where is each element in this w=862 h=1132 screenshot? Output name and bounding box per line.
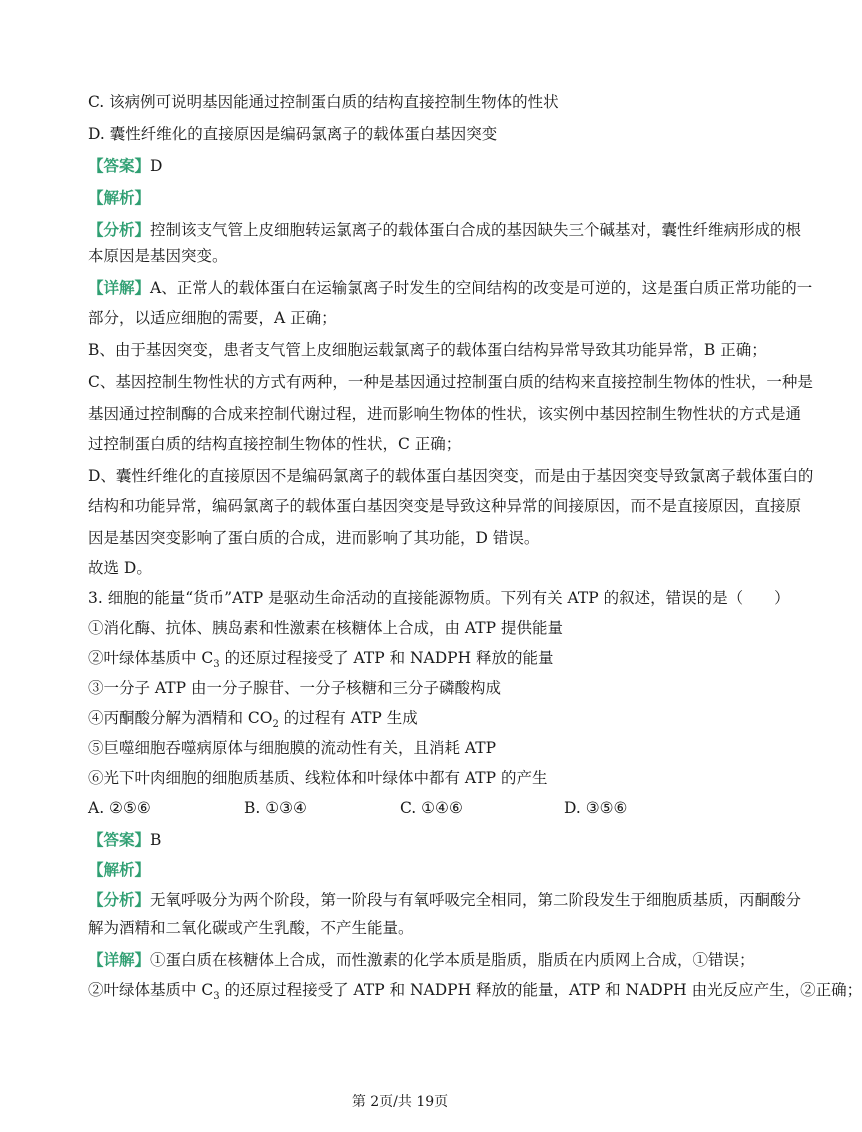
detail-c-line-1: C、基因控制生物性状的方式有两种，一种是基因通过控制蛋白质的结构来直接控制生物体的性状，一种是: [88, 373, 813, 391]
detail-b-line: B、由于基因突变，患者支气管上皮细胞运载氯离子的载体蛋白结构异常导致其功能异常，B 正确；: [88, 341, 767, 359]
detail-c-line-2: 基因通过控制酶的合成来控制代谢过程，进而影响生物体的性状，该实例中基因控制生物性状的方式是通: [88, 405, 802, 423]
statement-2-a: ②叶绿体基质中 C: [88, 649, 214, 667]
answer-tag: 【答案】: [88, 156, 151, 175]
xiangjie-row-2: [88, 950, 755, 970]
statement-2-subscript: 3: [213, 659, 220, 671]
xiangjie-tag-2: 【详解】: [88, 950, 151, 969]
fenxi-text: 控制该支气管上皮细胞转运氯离子的载体蛋白合成的基因缺失三个碱基对，囊性纤维病形成的根: [150, 221, 802, 239]
fenxi-text-2: 无氧呼吸分为两个阶段，第一阶段与有氧呼吸完全相同，第二阶段发生于细胞质基质，丙酮酸分: [150, 891, 802, 909]
detail-last-line: [88, 980, 862, 1007]
detail-last-a: ②叶绿体基质中 C: [88, 981, 214, 999]
xiangjie-text: A、正常人的载体蛋白在运输氯离子时发生的空间结构的改变是可逆的，这是蛋白质正常功能的一: [150, 279, 813, 297]
fenxi-continuation: 本原因是基因突变。: [88, 247, 228, 265]
fenxi-tag: 【分析】: [88, 220, 151, 239]
analysis-tag-2: 【解析】: [88, 860, 151, 879]
detail-d-line-2: 结构和功能异常，编码氯离子的载体蛋白基因突变是导致这种异常的间接原因，而不是直接原因，直接原: [88, 497, 802, 515]
statement-4-a: ④丙酮酸分解为酒精和 CO: [88, 709, 273, 727]
detail-d-line-1: D、囊性纤维化的直接原因不是编码氯离子的载体蛋白基因突变，而是由于基因突变导致氯离子载体蛋白的: [88, 467, 814, 485]
xiangjie-continuation: 部分，以适应细胞的需要，A 正确；: [88, 309, 337, 327]
fenxi-continuation-2: 解为酒精和二氧化碳或产生乳酸，不产生能量。: [88, 919, 414, 937]
statement-4-b: 的过程有 ATP 生成: [278, 709, 418, 727]
fenxi-tag-2: 【分析】: [88, 890, 151, 909]
xiangjie-text-2: ①蛋白质在核糖体上合成，而性激素的化学本质是脂质，脂质在内质网上合成，①错误；: [150, 951, 755, 969]
xiangjie-tag: 【详解】: [88, 278, 151, 297]
answer-value-2: B: [150, 831, 162, 849]
fenxi-row-2: [88, 890, 802, 910]
choice-a: A. ②⑤⑥: [88, 799, 151, 817]
option-d-text: D. 囊性纤维化的直接原因是编码氯离子的载体蛋白基因突变: [88, 125, 498, 143]
detail-d-line-3: 因是基因突变影响了蛋白质的合成，进而影响了其功能，D 错误。: [88, 529, 540, 547]
detail-last-subscript: 3: [213, 991, 220, 1003]
choice-c: C. ①④⑥: [400, 799, 463, 817]
statement-2: [88, 648, 730, 675]
statement-1: ①消化酶、抗体、胰岛素和性激素在核糖体上合成，由 ATP 提供能量: [88, 619, 563, 637]
statement-4: [88, 708, 730, 735]
detail-last-b: 的还原过程接受了 ATP 和 NADPH 释放的能量，ATP 和 NADPH 由光反应产生，②正确；: [219, 981, 862, 999]
analysis-heading-1: [88, 188, 730, 208]
answer-row-1: [88, 156, 730, 176]
answer-value: D: [150, 157, 163, 175]
statement-6: ⑥光下叶肉细胞的细胞质基质、线粒体和叶绿体中都有 ATP 的产生: [88, 769, 548, 787]
statement-2-b: 的还原过程接受了 ATP 和 NADPH 释放的能量: [219, 649, 554, 667]
choose-line-1: 故选 D。: [88, 559, 152, 577]
question-3-stem: 3. 细胞的能量“货币”ATP 是驱动生命活动的直接能源物质。下列有关 ATP 的叙述，错误的是（ ）: [88, 589, 790, 607]
statement-4-subscript: 2: [272, 719, 279, 731]
choice-b: B. ①③④: [244, 799, 307, 817]
option-c-text: C. 该病例可说明基因能通过控制蛋白质的结构直接控制生物体的性状: [88, 93, 559, 111]
choice-d: D. ③⑤⑥: [564, 799, 628, 817]
statement-3: ③一分子 ATP 由一分子腺苷、一分子核糖和三分子磷酸构成: [88, 679, 501, 697]
detail-c-line-3: 过控制蛋白质的结构直接控制生物体的性状，C 正确；: [88, 435, 462, 453]
statement-5: ⑤巨噬细胞吞噬病原体与细胞膜的流动性有关，且消耗 ATP: [88, 739, 497, 757]
answer-tag-2: 【答案】: [88, 830, 151, 849]
answer-row-2: [88, 830, 730, 850]
analysis-heading-2: [88, 860, 730, 880]
page-footer: 第 2页/共 19页: [351, 1094, 449, 1110]
fenxi-row-1: [88, 220, 802, 240]
analysis-tag: 【解析】: [88, 188, 151, 207]
xiangjie-row-1: [88, 278, 813, 298]
